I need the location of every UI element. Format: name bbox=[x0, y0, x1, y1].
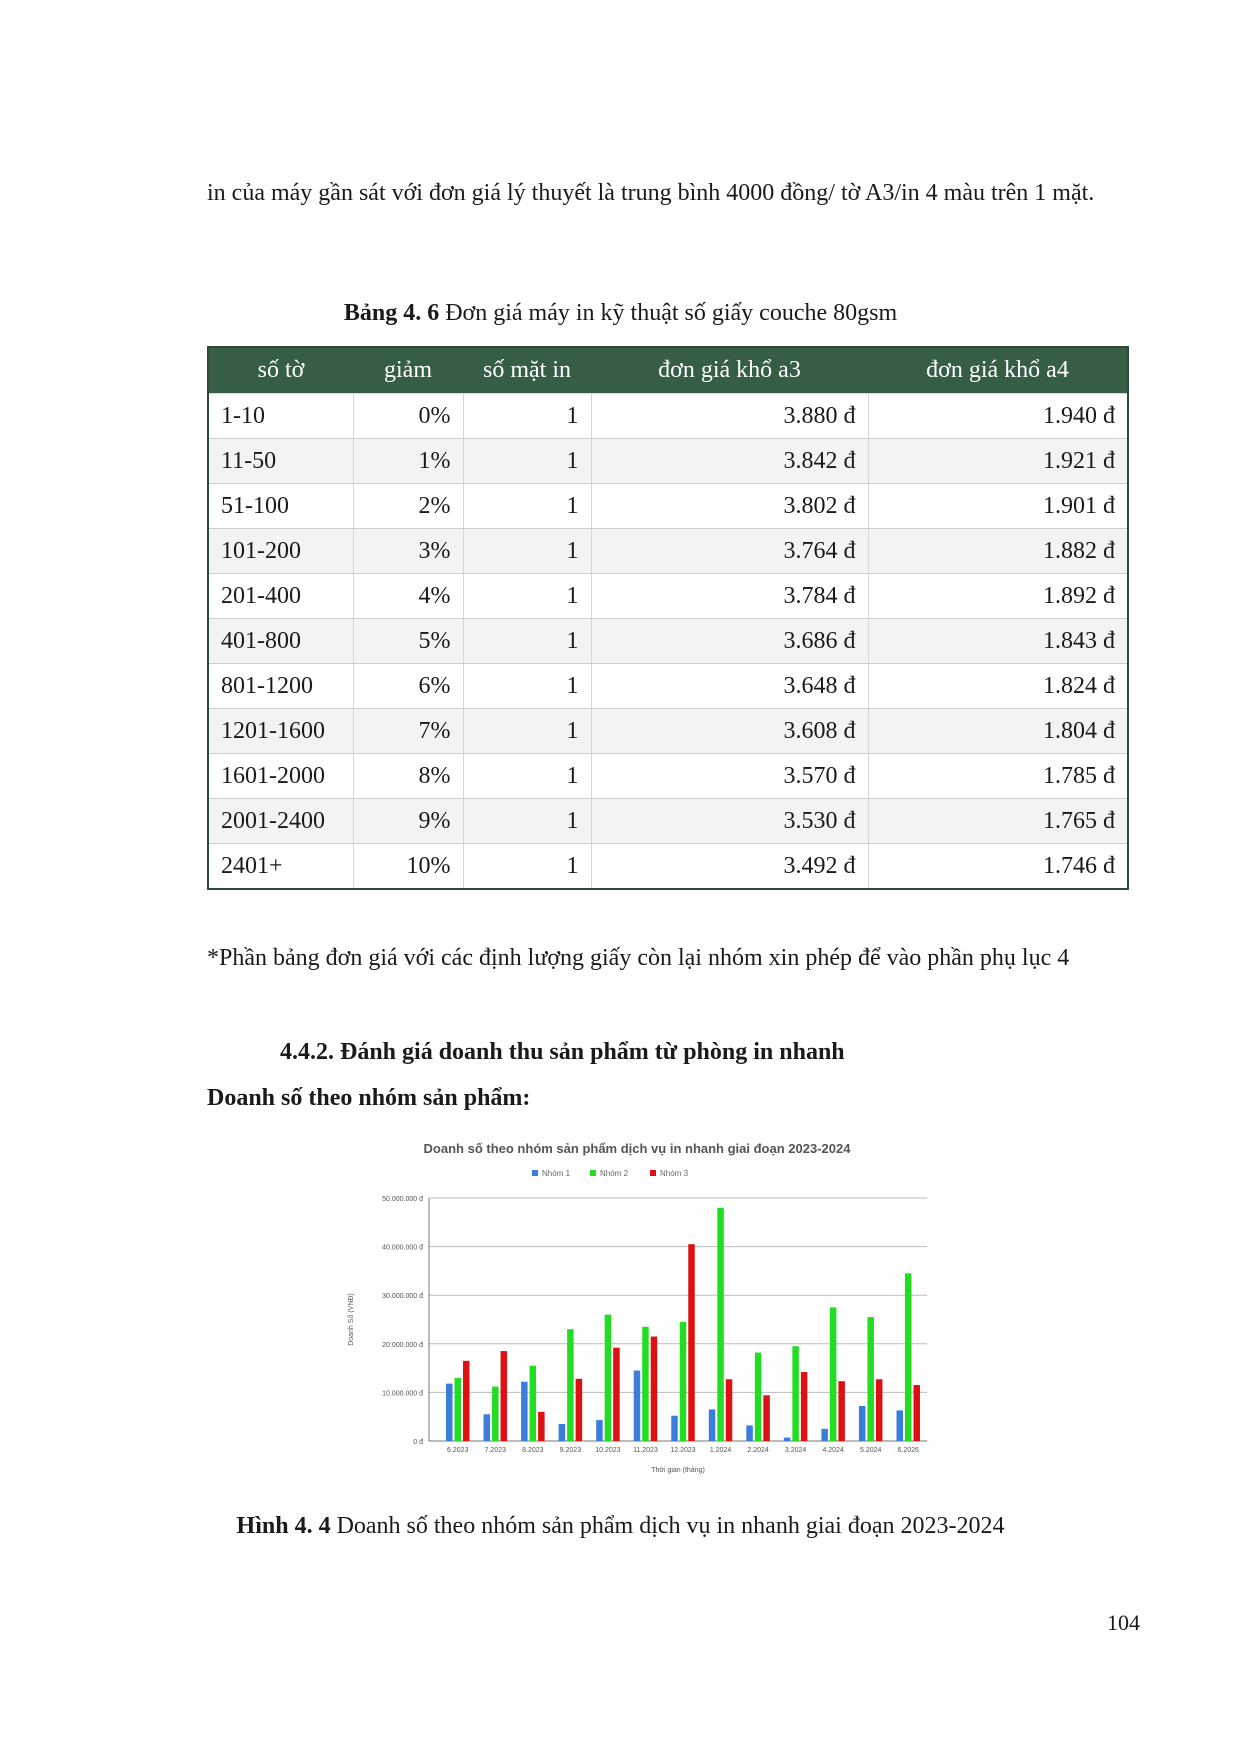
bar-nhóm-2 bbox=[642, 1327, 649, 1441]
table-caption bbox=[0, 297, 1241, 329]
x-tick-label: 5.2024 bbox=[859, 1447, 882, 1454]
y-tick-label: 40.000.000 đ bbox=[382, 1244, 423, 1252]
x-tick-label: 12.2023 bbox=[670, 1447, 696, 1454]
figure-caption-text: Doanh số theo nhóm sản phẩm dịch vụ in nhanh giai đoạn 2023-2024 bbox=[330, 1513, 1005, 1539]
bar-nhóm-1 bbox=[896, 1410, 903, 1441]
cell-price-a4: 1.746 đ bbox=[868, 844, 1128, 890]
bar-nhóm-1 bbox=[859, 1406, 866, 1441]
cell-sides: 1 bbox=[463, 574, 591, 619]
table-row bbox=[208, 664, 1128, 709]
cell-discount: 3% bbox=[353, 529, 463, 574]
legend-swatch bbox=[590, 1170, 596, 1176]
cell-sides: 1 bbox=[463, 529, 591, 574]
cell-price-a3: 3.686 đ bbox=[591, 619, 868, 664]
cell-sheets: 801-1200 bbox=[208, 664, 353, 709]
bar-nhóm-1 bbox=[746, 1425, 753, 1441]
bar-nhóm-1 bbox=[671, 1416, 678, 1441]
cell-price-a3: 3.880 đ bbox=[591, 394, 868, 439]
cell-price-a4: 1.804 đ bbox=[868, 709, 1128, 754]
bar-nhóm-3 bbox=[613, 1348, 620, 1441]
table-row bbox=[208, 529, 1128, 574]
cell-sides: 1 bbox=[463, 664, 591, 709]
legend-label: Nhóm 2 bbox=[600, 1169, 629, 1178]
cell-price-a3: 3.764 đ bbox=[591, 529, 868, 574]
cell-price-a3: 3.530 đ bbox=[591, 799, 868, 844]
bar-nhóm-3 bbox=[688, 1244, 695, 1441]
bar-nhóm-3 bbox=[538, 1412, 545, 1441]
cell-discount: 4% bbox=[353, 574, 463, 619]
x-tick-label: 6.2026 bbox=[897, 1447, 919, 1454]
cell-discount: 10% bbox=[353, 844, 463, 890]
cell-sides: 1 bbox=[463, 619, 591, 664]
cell-price-a3: 3.608 đ bbox=[591, 709, 868, 754]
figure-caption bbox=[0, 1510, 1241, 1542]
cell-price-a3: 3.570 đ bbox=[591, 754, 868, 799]
cell-sides: 1 bbox=[463, 484, 591, 529]
x-tick-label: 8.2023 bbox=[522, 1447, 544, 1454]
col-header-sheets: số tờ bbox=[208, 347, 353, 394]
cell-sheets: 1-10 bbox=[208, 394, 353, 439]
table-row bbox=[208, 799, 1128, 844]
figure-caption-label: Hình 4. 4 bbox=[236, 1513, 331, 1539]
bar-nhóm-2 bbox=[867, 1317, 874, 1441]
cell-price-a4: 1.843 đ bbox=[868, 619, 1128, 664]
table-row bbox=[208, 574, 1128, 619]
cell-sheets: 2401+ bbox=[208, 844, 353, 890]
cell-sheets: 51-100 bbox=[208, 484, 353, 529]
bar-nhóm-1 bbox=[484, 1414, 491, 1441]
intro-paragraph: in của máy gần sát với đơn giá lý thuyết là trung bình 4000 đồng/ tờ A3/in 4 màu trên 1 mặt. bbox=[207, 180, 1095, 206]
bar-nhóm-3 bbox=[463, 1361, 470, 1441]
x-tick-label: 11.2023 bbox=[633, 1447, 658, 1454]
subheading: Doanh số theo nhóm sản phẩm: bbox=[207, 1085, 531, 1111]
x-tick-label: 6.2023 bbox=[447, 1447, 469, 1454]
bar-nhóm-1 bbox=[784, 1438, 791, 1441]
y-axis-label: Doanh Số (VNĐ) bbox=[348, 1293, 355, 1346]
cell-discount: 5% bbox=[353, 619, 463, 664]
legend-label: Nhóm 1 bbox=[542, 1169, 571, 1178]
table-caption-label: Bảng 4. 6 bbox=[343, 300, 440, 326]
cell-discount: 6% bbox=[353, 664, 463, 709]
table-row bbox=[208, 394, 1128, 439]
bar-nhóm-1 bbox=[634, 1371, 641, 1441]
bar-nhóm-3 bbox=[876, 1379, 883, 1441]
y-tick-label: 50.000.000 đ bbox=[382, 1196, 423, 1203]
bar-nhóm-1 bbox=[521, 1382, 528, 1441]
y-tick-label: 30.000.000 đ bbox=[382, 1293, 423, 1301]
price-table bbox=[207, 346, 1129, 890]
table-row bbox=[208, 709, 1128, 754]
y-tick-label: 0 đ bbox=[413, 1439, 423, 1446]
chart-title: Doanh số theo nhóm sản phẩm dịch vụ in nhanh giai đoạn 2023-2024 bbox=[423, 1141, 851, 1156]
table-header-row bbox=[208, 347, 1128, 394]
bar-nhóm-2 bbox=[717, 1208, 724, 1441]
x-tick-label: 4.2024 bbox=[822, 1447, 844, 1454]
table-row bbox=[208, 844, 1128, 890]
col-header-discount: giảm bbox=[353, 347, 463, 394]
cell-price-a4: 1.901 đ bbox=[868, 484, 1128, 529]
cell-discount: 8% bbox=[353, 754, 463, 799]
bar-nhóm-3 bbox=[913, 1385, 920, 1441]
cell-sheets: 2001-2400 bbox=[208, 799, 353, 844]
legend-swatch bbox=[650, 1170, 656, 1176]
bar-nhóm-2 bbox=[455, 1378, 462, 1441]
bar-nhóm-3 bbox=[501, 1351, 508, 1441]
bar-nhóm-1 bbox=[559, 1424, 566, 1441]
cell-discount: 2% bbox=[353, 484, 463, 529]
cell-sheets: 401-800 bbox=[208, 619, 353, 664]
cell-price-a4: 1.882 đ bbox=[868, 529, 1128, 574]
bar-nhóm-3 bbox=[838, 1381, 845, 1441]
cell-price-a3: 3.492 đ bbox=[591, 844, 868, 890]
bar-nhóm-2 bbox=[530, 1366, 537, 1441]
legend-swatch bbox=[532, 1170, 538, 1176]
cell-discount: 0% bbox=[353, 394, 463, 439]
col-header-sides: số mặt in bbox=[463, 347, 591, 394]
cell-sides: 1 bbox=[463, 709, 591, 754]
x-tick-label: 7.2023 bbox=[484, 1447, 507, 1454]
cell-price-a4: 1.785 đ bbox=[868, 754, 1128, 799]
y-tick-label: 10.000.000 đ bbox=[382, 1390, 423, 1398]
bar-nhóm-2 bbox=[755, 1353, 762, 1441]
cell-price-a3: 3.648 đ bbox=[591, 664, 868, 709]
bar-nhóm-3 bbox=[576, 1379, 583, 1441]
revenue-chart bbox=[337, 1135, 937, 1480]
bar-nhóm-3 bbox=[763, 1395, 770, 1441]
bar-nhóm-2 bbox=[830, 1307, 837, 1441]
bar-nhóm-3 bbox=[801, 1372, 808, 1441]
bar-nhóm-2 bbox=[680, 1322, 687, 1441]
x-tick-label: 2.2024 bbox=[747, 1447, 769, 1454]
cell-sheets: 101-200 bbox=[208, 529, 353, 574]
bar-nhóm-3 bbox=[651, 1337, 658, 1441]
table-caption-text: Đơn giá máy in kỹ thuật số giấy couche 80gsm bbox=[439, 300, 898, 326]
page-number: 104 bbox=[1107, 1610, 1140, 1635]
cell-sheets: 201-400 bbox=[208, 574, 353, 619]
cell-sides: 1 bbox=[463, 439, 591, 484]
bar-nhóm-1 bbox=[596, 1420, 603, 1441]
cell-sides: 1 bbox=[463, 394, 591, 439]
bar-nhóm-1 bbox=[821, 1429, 828, 1441]
cell-discount: 1% bbox=[353, 439, 463, 484]
cell-sheets: 1201-1600 bbox=[208, 709, 353, 754]
x-tick-label: 3.2024 bbox=[784, 1447, 807, 1454]
bar-nhóm-2 bbox=[492, 1387, 499, 1441]
table-row bbox=[208, 484, 1128, 529]
bar-nhóm-3 bbox=[726, 1379, 733, 1441]
y-tick-label: 20.000.000 đ bbox=[382, 1341, 423, 1349]
bar-nhóm-2 bbox=[792, 1346, 799, 1441]
cell-sheets: 11-50 bbox=[208, 439, 353, 484]
x-tick-label: 1.2024 bbox=[709, 1447, 732, 1454]
cell-price-a3: 3.802 đ bbox=[591, 484, 868, 529]
cell-sides: 1 bbox=[463, 844, 591, 890]
table-body bbox=[208, 394, 1128, 890]
bar-nhóm-2 bbox=[905, 1273, 912, 1441]
cell-price-a4: 1.892 đ bbox=[868, 574, 1128, 619]
cell-price-a4: 1.765 đ bbox=[868, 799, 1128, 844]
cell-price-a4: 1.824 đ bbox=[868, 664, 1128, 709]
cell-price-a4: 1.921 đ bbox=[868, 439, 1128, 484]
table-row bbox=[208, 439, 1128, 484]
x-tick-label: 9.2023 bbox=[559, 1447, 582, 1454]
cell-price-a4: 1.940 đ bbox=[868, 394, 1128, 439]
cell-discount: 9% bbox=[353, 799, 463, 844]
legend-label: Nhóm 3 bbox=[660, 1169, 689, 1178]
cell-discount: 7% bbox=[353, 709, 463, 754]
note-paragraph: *Phần bảng đơn giá với các định lượng giấy còn lại nhóm xin phép để vào phần phụ lục 4 bbox=[207, 945, 1070, 971]
table-row bbox=[208, 619, 1128, 664]
x-tick-label: 10.2023 bbox=[595, 1447, 621, 1454]
cell-sheets: 1601-2000 bbox=[208, 754, 353, 799]
col-header-price-a3: đơn giá khổ a3 bbox=[591, 347, 868, 394]
cell-sides: 1 bbox=[463, 799, 591, 844]
col-header-price-a4: đơn giá khổ a4 bbox=[868, 347, 1128, 394]
bar-nhóm-1 bbox=[709, 1409, 716, 1441]
table-row bbox=[208, 754, 1128, 799]
bar-nhóm-2 bbox=[605, 1315, 612, 1441]
chart-svg bbox=[337, 1135, 937, 1480]
cell-price-a3: 3.784 đ bbox=[591, 574, 868, 619]
cell-sides: 1 bbox=[463, 754, 591, 799]
section-heading: 4.4.2. Đánh giá doanh thu sản phẩm từ phòng in nhanh bbox=[280, 1039, 845, 1065]
cell-price-a3: 3.842 đ bbox=[591, 439, 868, 484]
x-axis-label: Thời gian (tháng) bbox=[651, 1467, 705, 1474]
bar-nhóm-1 bbox=[446, 1384, 453, 1441]
bar-nhóm-2 bbox=[567, 1329, 574, 1441]
